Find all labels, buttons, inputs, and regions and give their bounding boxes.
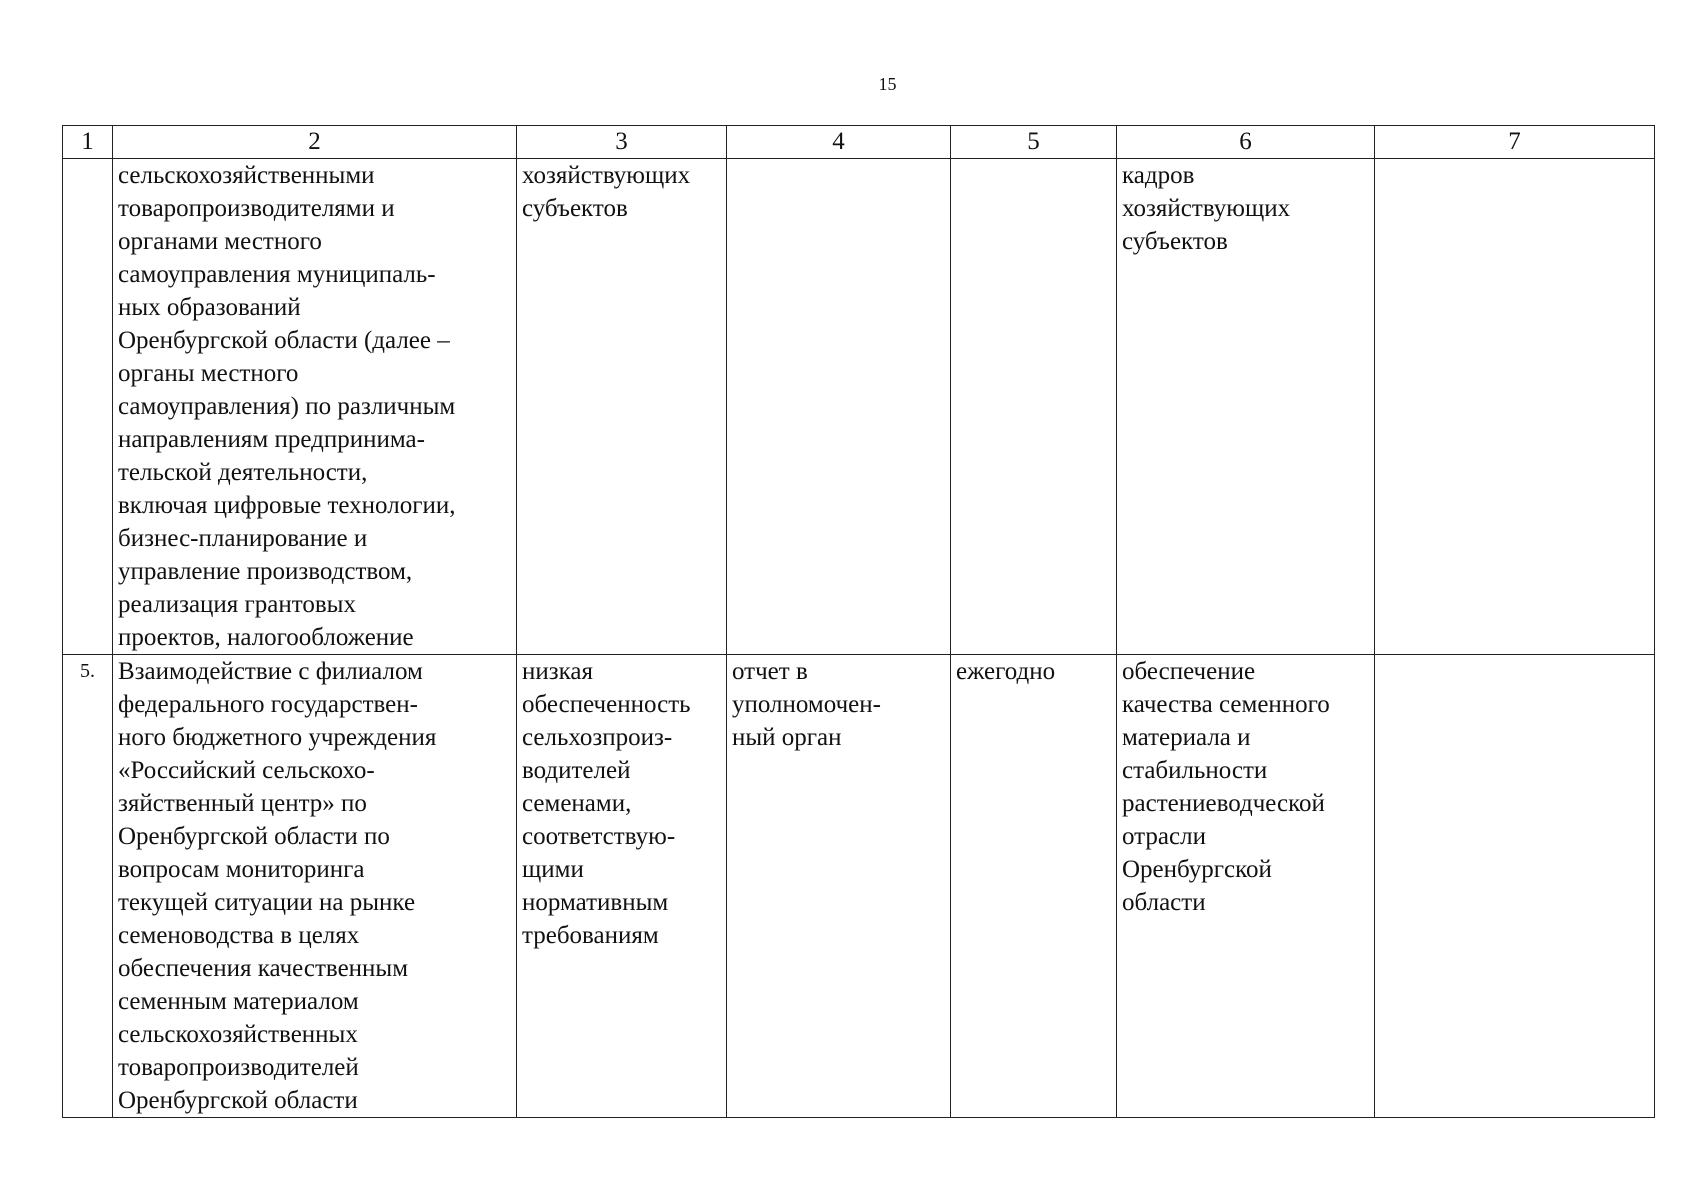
column-header-6: 6	[1117, 126, 1375, 159]
page-number: 15	[878, 74, 897, 94]
row-number-cell	[63, 159, 113, 655]
responsible-cell	[1375, 655, 1655, 1118]
column-header-2: 2	[113, 126, 517, 159]
column-header-4: 4	[727, 126, 951, 159]
table-row	[63, 159, 1655, 655]
measures-table	[62, 125, 1655, 1118]
problem-cell: хозяйствующих субъектов	[517, 159, 727, 655]
problem-cell: низкая обеспеченность сельхозпроиз- водителей семенами, соответствую- щими нормативным требованиям	[517, 655, 727, 1118]
report-form-cell: отчет в уполномочен- ный орган	[727, 655, 951, 1118]
measure-description-cell: сельскохозяйственными товаропроизводителями и органами местного самоуправления муниципаль- ных образований Оренбургской области (далее – органы местного самоуправления) по различным направлениям предпринима- тельской деятельности, включая цифровые технологии, бизнес-планирование и управление производством, реализация грантовых проектов, налогообложение	[113, 159, 517, 655]
expected-result-cell: кадров хозяйствующих субъектов	[1117, 159, 1375, 655]
row-number-cell: 5.	[63, 655, 113, 1118]
deadline-cell	[951, 159, 1117, 655]
responsible-cell	[1375, 159, 1655, 655]
column-header-5: 5	[951, 126, 1117, 159]
header-row	[63, 126, 1655, 159]
table-row	[63, 655, 1655, 1118]
expected-result-cell: обеспечение качества семенного материала и стабильности растениеводческой отрасли Оренбургской области	[1117, 655, 1375, 1118]
deadline-cell: ежегодно	[951, 655, 1117, 1118]
column-header-7: 7	[1375, 126, 1655, 159]
measure-description-cell: Взаимодействие с филиалом федерального государствен- ного бюджетного учреждения «Российский сельскохо- зяйственный центр» по Оренбургской области по вопросам мониторинга текущей ситуации на рынке семеноводства в целях обеспечения качественным семенным материалом сельскохозяйственных товаропроизводителей Оренбургской области	[113, 655, 517, 1118]
report-form-cell	[727, 159, 951, 655]
column-header-1: 1	[63, 126, 113, 159]
column-header-3: 3	[517, 126, 727, 159]
